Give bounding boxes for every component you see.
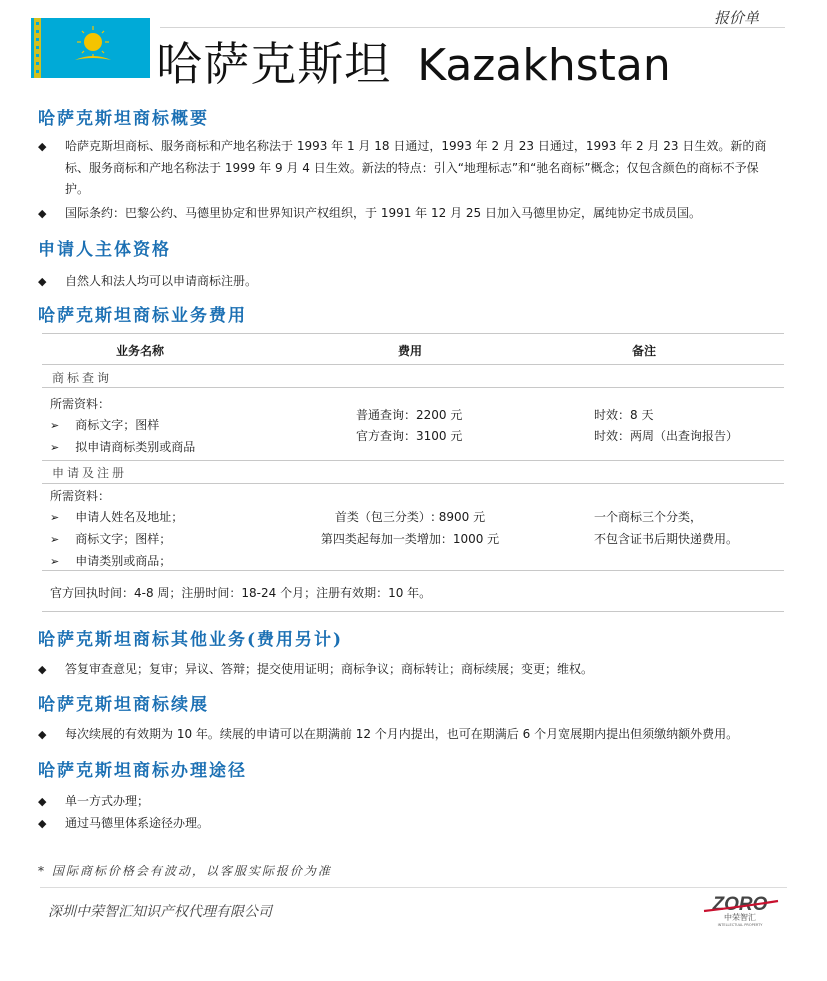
footer-divider xyxy=(40,887,787,888)
diamond-bullet-icon: ◆ xyxy=(38,728,47,741)
search-note-1: 时效：8 天 xyxy=(594,408,654,422)
diamond-bullet-icon: ◆ xyxy=(38,817,47,830)
route-item-2: 通过马德里体系途径办理。 xyxy=(65,816,210,830)
diamond-bullet-icon: ◆ xyxy=(38,140,47,153)
table-row: ➢ 拟申请商标类别或商品 xyxy=(50,440,196,454)
overview-heading: 哈萨克斯坦商标概要 xyxy=(38,109,209,129)
price-disclaimer: * 国际商标价格会有波动，以客服实际报价为准 xyxy=(38,864,332,878)
list-item xyxy=(38,813,778,835)
diamond-bullet-icon: ◆ xyxy=(38,795,47,808)
renewal-heading: 哈萨克斯坦商标续展 xyxy=(38,695,209,715)
table-row: ➢ 申请人姓名及地址； xyxy=(50,510,184,524)
diamond-bullet-icon: ◆ xyxy=(38,207,47,220)
list-item xyxy=(38,724,778,746)
zoro-logo xyxy=(700,893,780,927)
registration-note-1: 一个商标三个分类， xyxy=(594,510,703,524)
diamond-bullet-icon: ◆ xyxy=(38,663,47,676)
registration-section-label: 申请及注册 xyxy=(52,466,128,480)
quote-label: 报价单 xyxy=(713,9,759,27)
company-name: 深圳中荣智汇知识产权代理有限公司 xyxy=(48,904,272,920)
column-header: 备注 xyxy=(631,344,656,358)
diamond-bullet-icon: ◆ xyxy=(38,275,47,288)
column-header: 业务名称 xyxy=(115,344,164,358)
list-item xyxy=(38,136,778,201)
table-row: ➢ 申请类别或商品； xyxy=(50,554,172,568)
title-cn: 哈萨克斯坦 xyxy=(156,37,392,91)
column-header: 费用 xyxy=(397,344,422,358)
search-fee-normal: 普通查询：2200 元 xyxy=(356,408,463,422)
arrow-bullet-icon: ➢ xyxy=(50,511,60,524)
logo-text: ZORO xyxy=(712,894,768,915)
search-note-2: 时效：两周（出查询报告） xyxy=(594,429,739,443)
overview-item-1: 哈萨克斯坦商标、服务商标和产地名称法于 1993 年 1 月 18 日通过，1993 年 2 月 23 日通过，1993 年 2 月 23 日生效。新的商标、服务商标和产地名称法于 1999 年 9 月 4 日生效。新法的特点：引入“地理标志”和“驰名商标”概念；仅包含颜色的商标不予保护。 xyxy=(65,139,767,196)
arrow-bullet-icon: ➢ xyxy=(50,533,60,546)
list-item xyxy=(38,791,778,813)
table-row: ➢ 商标文字；图样； xyxy=(50,532,172,546)
search-section-label: 商标查询 xyxy=(52,371,113,385)
materials-label: 所需资料： xyxy=(50,397,111,411)
other-item: 答复审查意见；复审；异议、答辩；提交使用证明；商标争议；商标转让；商标续展；变更；维权。 xyxy=(65,662,594,676)
logo-small: INTELLECTUAL PROPERTY xyxy=(717,923,763,927)
registration-note-2: 不包含证书后期快递费用。 xyxy=(594,532,739,546)
table-row: ➢ 商标文字；图样 xyxy=(50,418,160,432)
list-item xyxy=(38,271,778,293)
materials-label: 所需资料： xyxy=(50,489,111,503)
registration-fee-first: 首类（包三分类）: 8900 元 xyxy=(334,510,486,524)
fees-heading: 哈萨克斯坦商标业务费用 xyxy=(38,306,247,326)
eligibility-heading: 申请人主体资格 xyxy=(38,240,171,260)
arrow-bullet-icon: ➢ xyxy=(50,441,60,454)
overview-item-2: 国际条约：巴黎公约、马德里协定和世界知识产权组织，于 1991 年 12 月 25 日加入马德里协定，属纯协定书成员国。 xyxy=(65,206,701,220)
route-item-1: 单一方式办理； xyxy=(65,794,150,808)
arrow-bullet-icon: ➢ xyxy=(50,555,60,568)
search-fee-official: 官方查询：3100 元 xyxy=(356,429,463,443)
eligibility-item: 自然人和法人均可以申请商标注册。 xyxy=(65,274,258,288)
fees-table xyxy=(42,333,784,613)
registration-fee-additional: 第四类起每加一类增加：1000 元 xyxy=(320,532,500,546)
list-item xyxy=(38,659,778,681)
route-heading: 哈萨克斯坦商标办理途径 xyxy=(38,761,247,781)
renewal-item: 每次续展的有效期为 10 年。续展的申请可以在期满前 12 个月内提出，也可在期满后 6 个月宽展期内提出但须缴纳额外费用。 xyxy=(65,727,739,741)
other-heading: 哈萨克斯坦商标其他业务(费用另计) xyxy=(38,630,344,650)
logo-cn: 中荣智汇 xyxy=(724,913,756,922)
page-title xyxy=(0,28,827,94)
title-en: Kazakhstan xyxy=(417,40,671,91)
timeline-note: 官方回执时间：4-8 周；注册时间：18-24 个月；注册有效期：10 年。 xyxy=(50,586,432,600)
list-item xyxy=(38,203,778,225)
arrow-bullet-icon: ➢ xyxy=(50,419,60,432)
